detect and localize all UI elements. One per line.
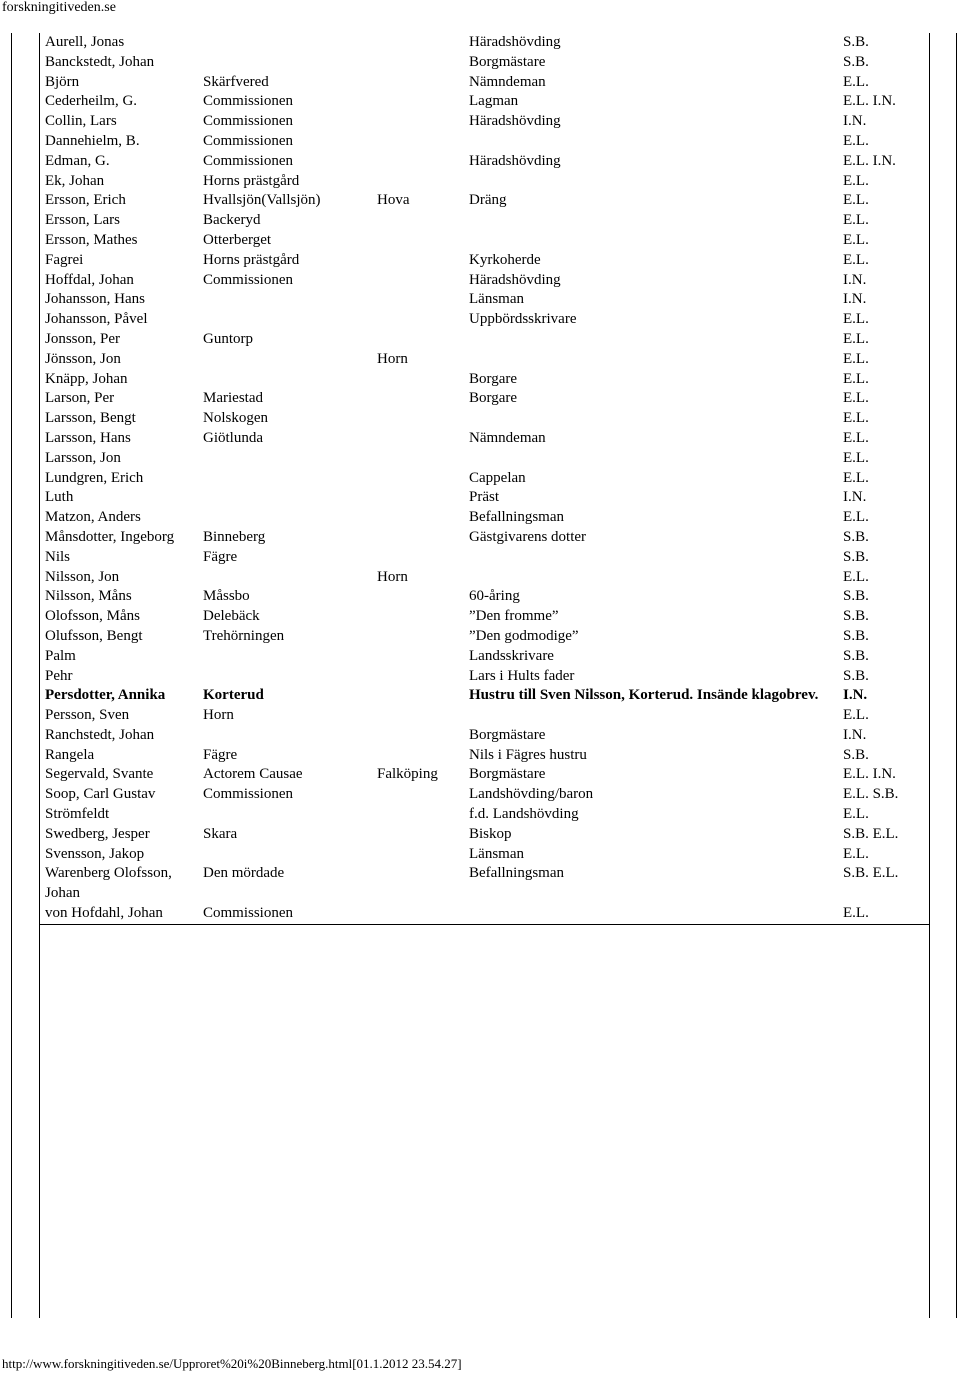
table-row bbox=[39, 568, 930, 588]
name-cell: Ranchstedt, Johan bbox=[45, 726, 155, 743]
name-cell: Persdotter, Annika bbox=[45, 687, 166, 704]
title-cell: Cappelan bbox=[469, 469, 526, 486]
title-cell bbox=[463, 350, 843, 370]
parish-cell bbox=[371, 231, 463, 251]
name-cell: Ersson, Erich bbox=[45, 192, 126, 209]
page-footer-url: http://www.forskningitiveden.se/Upproret%20i%20Binneberg.html[01.1.2012 23.54.27] bbox=[2, 1356, 462, 1371]
table-row bbox=[39, 904, 930, 924]
parish-cell: Horn bbox=[377, 350, 408, 367]
source-cell: S.B. bbox=[843, 53, 869, 70]
parish-cell: Falköping bbox=[377, 766, 438, 783]
source-cell: E.L. bbox=[843, 806, 869, 823]
title-cell: Borgmästare bbox=[469, 53, 546, 70]
place-cell: Hvallsjön(Vallsjön) bbox=[203, 192, 321, 209]
source-cell: E.L. bbox=[843, 251, 869, 268]
parish-cell bbox=[371, 686, 463, 706]
title-cell bbox=[463, 211, 843, 231]
source-cell: E.L. bbox=[843, 707, 869, 724]
parish-cell bbox=[371, 528, 463, 548]
table-row bbox=[39, 389, 930, 409]
name-cell: Aurell, Jonas bbox=[45, 34, 125, 50]
name-cell: Collin, Lars bbox=[45, 113, 117, 130]
table-row bbox=[39, 409, 930, 429]
parish-cell bbox=[371, 587, 463, 607]
table-row bbox=[39, 73, 930, 93]
source-cell: S.B. bbox=[843, 627, 869, 644]
title-cell: Häradshövding bbox=[469, 113, 561, 130]
title-cell: Borgmästare bbox=[469, 766, 546, 783]
parish-cell bbox=[371, 488, 463, 508]
parish-cell bbox=[371, 647, 463, 667]
source-cell: E.L. bbox=[843, 469, 869, 486]
parish-cell bbox=[371, 607, 463, 627]
title-cell: Häradshövding bbox=[469, 271, 561, 288]
person-table-body bbox=[39, 33, 930, 924]
name-cell: Ersson, Lars bbox=[45, 212, 120, 229]
title-cell bbox=[463, 706, 843, 726]
parish-cell bbox=[371, 290, 463, 310]
place-cell: Commissionen bbox=[203, 93, 294, 110]
table-row bbox=[39, 765, 930, 785]
name-cell: Johansson, Hans bbox=[45, 291, 145, 308]
place-cell: Skärfvered bbox=[203, 73, 269, 90]
title-cell: Borgare bbox=[469, 390, 518, 407]
place-cell: Binneberg bbox=[203, 528, 266, 545]
table-row bbox=[39, 172, 930, 192]
title-cell: Länsman bbox=[469, 291, 524, 308]
place-cell bbox=[197, 310, 371, 330]
place-cell bbox=[197, 667, 371, 687]
place-cell: Horns prästgård bbox=[203, 251, 300, 268]
title-cell: Landshövding/baron bbox=[469, 786, 594, 803]
title-cell: Dräng bbox=[469, 192, 507, 209]
title-cell: Uppbördsskrivare bbox=[469, 311, 577, 328]
name-cell: Banckstedt, Johan bbox=[45, 53, 155, 70]
title-cell bbox=[463, 449, 843, 469]
title-cell: Kyrkoherde bbox=[469, 251, 541, 268]
place-cell: Mariestad bbox=[203, 390, 263, 407]
person-table bbox=[39, 33, 930, 925]
place-cell bbox=[197, 647, 371, 667]
source-cell: E.L. bbox=[843, 311, 869, 328]
place-cell bbox=[197, 845, 371, 865]
table-row bbox=[39, 508, 930, 528]
name-cell: Jönsson, Jon bbox=[45, 350, 121, 367]
place-cell bbox=[197, 290, 371, 310]
table-row bbox=[39, 33, 930, 53]
parish-cell bbox=[371, 548, 463, 568]
title-cell: Nämndeman bbox=[469, 73, 546, 90]
parish-cell bbox=[371, 73, 463, 93]
source-cell: E.L. I.N. bbox=[843, 152, 896, 169]
name-cell: Fagrei bbox=[45, 251, 84, 268]
source-cell: I.N. bbox=[843, 271, 867, 288]
title-cell: Häradshövding bbox=[469, 152, 561, 169]
table-row bbox=[39, 211, 930, 231]
table-row bbox=[39, 706, 930, 726]
title-cell bbox=[463, 330, 843, 350]
parish-cell bbox=[371, 271, 463, 291]
name-cell: Soop, Carl Gustav bbox=[45, 786, 156, 803]
parish-cell bbox=[371, 251, 463, 271]
place-cell: Commissionen bbox=[197, 904, 371, 924]
table-row bbox=[39, 686, 930, 706]
source-cell: E.L. I.N. bbox=[843, 93, 896, 110]
name-cell: Strömfeldt bbox=[45, 806, 110, 823]
parish-cell bbox=[371, 132, 463, 152]
table-row bbox=[39, 607, 930, 627]
place-cell: Fägre bbox=[203, 548, 238, 565]
title-cell bbox=[463, 172, 843, 192]
parish-cell bbox=[371, 33, 463, 53]
place-cell: Horn bbox=[203, 707, 234, 724]
table-row bbox=[39, 528, 930, 548]
source-cell: I.N. bbox=[843, 489, 867, 506]
table-row bbox=[39, 667, 930, 687]
name-cell: Lundgren, Erich bbox=[45, 469, 144, 486]
source-cell: E.L. bbox=[843, 73, 869, 90]
table-row bbox=[39, 488, 930, 508]
name-cell: Larsson, Jon bbox=[45, 449, 121, 466]
table-row bbox=[39, 746, 930, 766]
title-cell: Lars i Hults fader bbox=[469, 667, 575, 684]
name-cell: Hoffdal, Johan bbox=[45, 271, 134, 288]
parish-cell bbox=[371, 449, 463, 469]
name-cell: Nilsson, Jon bbox=[45, 568, 120, 585]
parish-cell bbox=[371, 508, 463, 528]
name-cell: Matzon, Anders bbox=[45, 509, 141, 526]
title-cell: Präst bbox=[469, 489, 499, 506]
source-cell: E.L. bbox=[843, 904, 930, 924]
place-cell: Backeryd bbox=[203, 212, 261, 229]
source-cell: E.L. bbox=[843, 390, 869, 407]
table-row bbox=[39, 152, 930, 172]
parish-cell bbox=[371, 825, 463, 845]
title-cell: Nils i Fägres hustru bbox=[469, 746, 587, 763]
place-cell: Actorem Causae bbox=[203, 766, 303, 783]
source-cell: E.L. bbox=[843, 568, 869, 585]
table-row bbox=[39, 785, 930, 805]
place-cell bbox=[197, 33, 371, 53]
source-cell: I.N. bbox=[843, 291, 867, 308]
table-row bbox=[39, 350, 930, 370]
name-cell: Johansson, Påvel bbox=[45, 311, 148, 328]
title-cell: Befallningsman bbox=[469, 509, 564, 526]
table-row bbox=[39, 132, 930, 152]
title-cell bbox=[463, 409, 843, 429]
parish-cell bbox=[371, 845, 463, 865]
name-cell: Warenberg Olofsson, Johan bbox=[45, 865, 172, 902]
title-cell: Lagman bbox=[469, 93, 519, 110]
table-row bbox=[39, 271, 930, 291]
parish-cell bbox=[371, 211, 463, 231]
title-cell bbox=[463, 231, 843, 251]
title-cell: Länsman bbox=[469, 845, 524, 862]
table-row bbox=[39, 251, 930, 271]
place-cell: Commissionen bbox=[203, 113, 294, 130]
name-cell: Rangela bbox=[45, 746, 95, 763]
name-cell: Ek, Johan bbox=[45, 172, 105, 189]
place-cell bbox=[197, 508, 371, 528]
source-cell: S.B. bbox=[843, 548, 869, 565]
title-cell: Befallningsman bbox=[469, 865, 564, 882]
name-cell: Larsson, Hans bbox=[45, 429, 131, 446]
place-cell bbox=[197, 568, 371, 588]
parish-cell bbox=[371, 92, 463, 112]
name-cell: Knäpp, Johan bbox=[45, 370, 128, 387]
name-cell: Pehr bbox=[45, 667, 73, 684]
source-cell: E.L. bbox=[843, 449, 869, 466]
source-cell: S.B. E.L. bbox=[843, 825, 899, 842]
site-header: forskningitiveden.se bbox=[2, 0, 116, 15]
name-cell: Olufsson, Bengt bbox=[45, 627, 143, 644]
table-row bbox=[39, 191, 930, 211]
title-cell: Gästgivarens dotter bbox=[469, 528, 587, 545]
place-cell: Fägre bbox=[203, 746, 238, 763]
source-cell: I.N. bbox=[843, 726, 867, 743]
title-cell: Landsskrivare bbox=[469, 647, 554, 664]
place-cell bbox=[197, 726, 371, 746]
place-cell bbox=[197, 469, 371, 489]
place-cell: Commissionen bbox=[203, 152, 294, 169]
table-row bbox=[39, 647, 930, 667]
source-cell: S.B. bbox=[843, 588, 869, 605]
source-cell: E.L. bbox=[843, 429, 869, 446]
place-cell bbox=[197, 449, 371, 469]
table-row bbox=[39, 587, 930, 607]
source-cell: S.B. bbox=[843, 746, 869, 763]
name-cell: Cederheilm, G. bbox=[45, 93, 138, 110]
name-cell: Edman, G. bbox=[45, 152, 110, 169]
table-row bbox=[39, 627, 930, 647]
table-row bbox=[39, 330, 930, 350]
title-cell bbox=[463, 132, 843, 152]
place-cell bbox=[197, 805, 371, 825]
place-cell: Korterud bbox=[203, 687, 264, 704]
source-cell: I.N. bbox=[843, 113, 867, 130]
name-cell: Nilsson, Måns bbox=[45, 588, 132, 605]
table-row bbox=[39, 370, 930, 390]
title-cell bbox=[463, 548, 843, 568]
table-row bbox=[39, 92, 930, 112]
source-cell: S.B. bbox=[843, 647, 869, 664]
title-cell: 60-åring bbox=[469, 588, 520, 605]
parish-cell bbox=[371, 627, 463, 647]
name-cell: Jonsson, Per bbox=[45, 330, 121, 347]
source-cell: S.B. bbox=[843, 34, 869, 50]
place-cell: Commissionen bbox=[203, 271, 294, 288]
table-row bbox=[39, 310, 930, 330]
name-cell: Palm bbox=[45, 647, 76, 664]
parish-cell bbox=[371, 330, 463, 350]
parish-cell bbox=[371, 785, 463, 805]
source-cell: E.L. bbox=[843, 172, 869, 189]
frame-line bbox=[11, 33, 12, 1318]
parish-cell bbox=[371, 172, 463, 192]
place-cell bbox=[197, 350, 371, 370]
table-row bbox=[39, 548, 930, 568]
source-cell: S.B. bbox=[843, 667, 869, 684]
name-cell: Björn bbox=[45, 73, 80, 90]
table-row bbox=[39, 805, 930, 825]
parish-cell bbox=[371, 864, 463, 904]
source-cell: E.L. bbox=[843, 132, 869, 149]
source-cell: E.L. I.N. bbox=[843, 766, 896, 783]
name-cell: Ersson, Mathes bbox=[45, 231, 138, 248]
source-cell: I.N. bbox=[843, 687, 868, 704]
name-cell: Dannehielm, B. bbox=[45, 132, 140, 149]
table-row bbox=[39, 53, 930, 73]
parish-cell bbox=[371, 469, 463, 489]
source-cell: E.L. bbox=[843, 845, 869, 862]
table-row bbox=[39, 449, 930, 469]
name-cell: Månsdotter, Ingeborg bbox=[45, 528, 175, 545]
source-cell: E.L. bbox=[843, 330, 869, 347]
place-cell: Den mördade bbox=[203, 865, 285, 882]
parish-cell bbox=[371, 389, 463, 409]
parish-cell bbox=[371, 726, 463, 746]
title-cell bbox=[463, 904, 843, 924]
place-cell: Måssbo bbox=[203, 588, 250, 605]
name-cell: Larson, Per bbox=[45, 390, 115, 407]
title-cell: Häradshövding bbox=[469, 34, 561, 50]
place-cell: Otterberget bbox=[203, 231, 272, 248]
name-cell: Larsson, Bengt bbox=[45, 410, 136, 427]
table-row bbox=[39, 231, 930, 251]
source-cell: E.L. bbox=[843, 370, 869, 387]
source-cell: E.L. bbox=[843, 350, 869, 367]
source-cell: S.B. bbox=[843, 608, 869, 625]
source-cell: E.L. bbox=[843, 231, 869, 248]
parish-cell bbox=[371, 370, 463, 390]
parish-cell bbox=[371, 152, 463, 172]
place-cell: Horns prästgård bbox=[203, 172, 300, 189]
source-cell: E.L. bbox=[843, 212, 869, 229]
title-cell: Nämndeman bbox=[469, 429, 546, 446]
table-row bbox=[39, 864, 930, 904]
source-cell: E.L. bbox=[843, 410, 869, 427]
frame-line bbox=[956, 33, 957, 1318]
source-cell: S.B. E.L. bbox=[843, 865, 899, 882]
title-cell: Hustru till Sven Nilsson, Korterud. Insände klagobrev. bbox=[469, 687, 819, 704]
title-cell: Borgmästare bbox=[469, 726, 546, 743]
place-cell: Commissionen bbox=[203, 132, 294, 149]
parish-cell: Horn bbox=[377, 568, 408, 585]
table-row bbox=[39, 726, 930, 746]
parish-cell bbox=[371, 53, 463, 73]
parish-cell bbox=[371, 805, 463, 825]
title-cell: f.d. Landshövding bbox=[469, 806, 579, 823]
place-cell bbox=[197, 370, 371, 390]
parish-cell bbox=[371, 667, 463, 687]
place-cell bbox=[197, 53, 371, 73]
title-cell: ”Den fromme” bbox=[469, 608, 559, 625]
name-cell: Persson, Sven bbox=[45, 707, 130, 724]
name-cell: Olofsson, Måns bbox=[45, 608, 141, 625]
place-cell: Commissionen bbox=[203, 786, 294, 803]
parish-cell bbox=[371, 429, 463, 449]
title-cell bbox=[463, 568, 843, 588]
name-cell: Luth bbox=[45, 489, 74, 506]
parish-cell bbox=[371, 904, 463, 924]
source-cell: E.L. bbox=[843, 509, 869, 526]
place-cell bbox=[197, 488, 371, 508]
source-cell: E.L. bbox=[843, 192, 869, 209]
source-cell: S.B. bbox=[843, 528, 869, 545]
parish-cell bbox=[371, 706, 463, 726]
table-row bbox=[39, 825, 930, 845]
table-row bbox=[39, 112, 930, 132]
parish-cell bbox=[371, 409, 463, 429]
table-row bbox=[39, 469, 930, 489]
place-cell: Delebäck bbox=[203, 608, 260, 625]
title-cell: Borgare bbox=[469, 370, 518, 387]
place-cell: Giötlunda bbox=[203, 429, 263, 446]
place-cell: Trehörningen bbox=[203, 627, 285, 644]
source-cell: E.L. S.B. bbox=[843, 786, 899, 803]
parish-cell bbox=[371, 112, 463, 132]
name-cell: Nils bbox=[45, 548, 71, 565]
parish-cell bbox=[371, 746, 463, 766]
place-cell: Nolskogen bbox=[203, 410, 268, 427]
table-row bbox=[39, 290, 930, 310]
title-cell: ”Den godmodige” bbox=[469, 627, 579, 644]
parish-cell: Hova bbox=[377, 192, 410, 209]
name-cell: Swedberg, Jesper bbox=[45, 825, 150, 842]
table-row bbox=[39, 845, 930, 865]
place-cell: Guntorp bbox=[203, 330, 253, 347]
place-cell: Skara bbox=[203, 825, 238, 842]
table-row bbox=[39, 429, 930, 449]
name-cell: von Hofdahl, Johan bbox=[39, 904, 197, 924]
name-cell: Svensson, Jakop bbox=[45, 845, 145, 862]
parish-cell bbox=[371, 310, 463, 330]
title-cell: Biskop bbox=[469, 825, 512, 842]
name-cell: Segervald, Svante bbox=[45, 766, 154, 783]
